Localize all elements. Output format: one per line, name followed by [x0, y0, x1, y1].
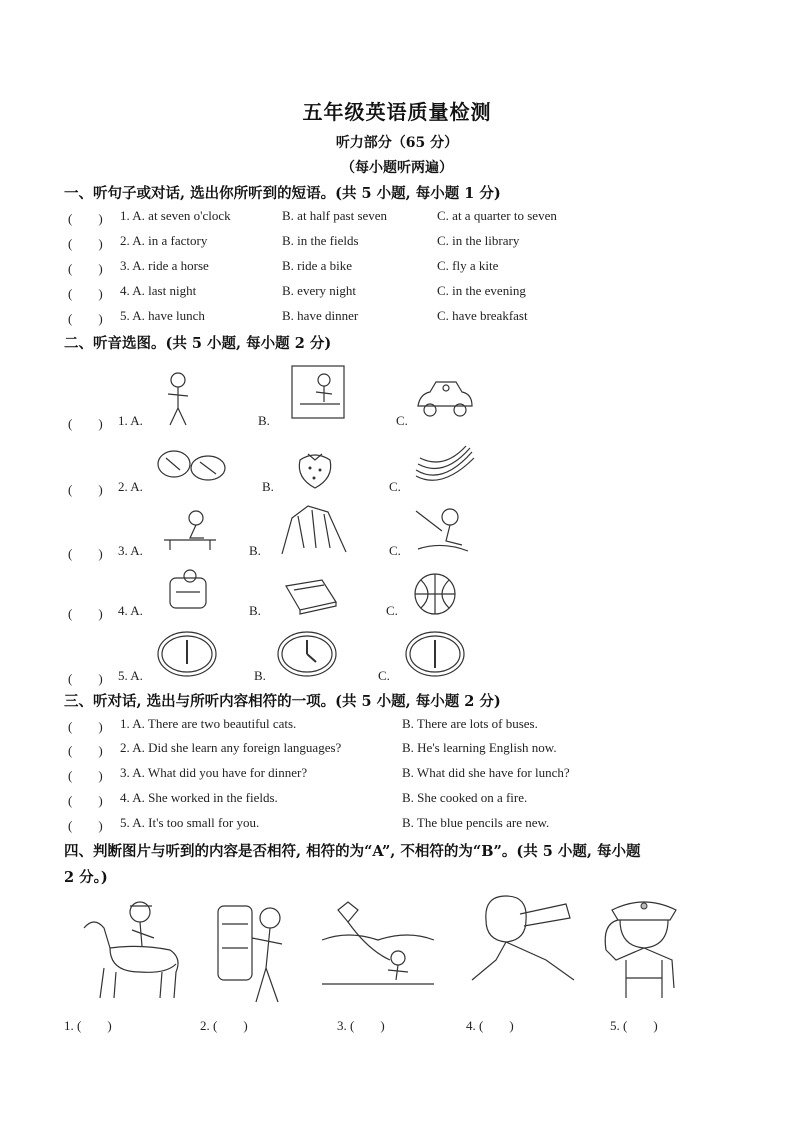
s2-q4-a: 4. A.	[118, 603, 143, 618]
s3-q4-option-b: B. She cooked on a fire.	[402, 790, 528, 805]
s2-q5-paren: ( )	[68, 671, 103, 686]
s1-q3-paren[interactable]: ( )	[68, 261, 103, 276]
s4-answer-4[interactable]: 4. ( )	[466, 1018, 514, 1033]
bread-picture	[156, 444, 228, 484]
riding-horse-picture	[70, 898, 190, 1008]
banana-picture	[412, 442, 478, 488]
s1-q2-option-c: C. in the library	[437, 233, 520, 248]
police-officer-picture	[596, 894, 692, 1006]
backpack-picture	[160, 568, 220, 612]
great-wall-picture	[278, 502, 350, 558]
s1-q4-paren[interactable]: ( )	[68, 286, 103, 301]
s4-answer-1[interactable]: 1. ( )	[64, 1018, 112, 1033]
section4-heading-line2: 2 分。)	[64, 869, 108, 886]
clock-a-picture	[156, 630, 218, 678]
section1-heading: 一、听句子或对话, 选出你所听到的短语。(共 5 小题, 每小题 1 分)	[64, 185, 501, 202]
s1-q5-option-c: C. have breakfast	[437, 308, 528, 323]
backpacker-picture	[212, 898, 302, 1008]
s2-q4-paren: ( )	[68, 606, 103, 621]
s2-q2-paren: ( )	[68, 482, 103, 497]
s1-q3-option-a: 3. A. ride a horse	[120, 258, 209, 273]
s2-q5-a: 5. A.	[118, 668, 143, 683]
s3-q2-option-b: B. He's learning English now.	[402, 740, 557, 755]
basketball-picture	[413, 572, 457, 616]
clock-c-picture	[404, 630, 466, 678]
s1-q1-paren[interactable]: ( )	[68, 211, 103, 226]
strawberry-picture	[292, 446, 338, 492]
classroom-picture	[290, 364, 348, 422]
clock-b-picture	[276, 630, 338, 678]
s2-q3-b: B.	[249, 543, 261, 558]
s3-q5-option-a: 5. A. It's too small for you.	[120, 815, 260, 830]
page-note: （每小题听两遍）	[341, 160, 453, 176]
s2-q3-a: 3. A.	[118, 543, 143, 558]
s2-q4-c: C.	[386, 603, 398, 618]
s3-q2-paren[interactable]: ( )	[68, 743, 103, 758]
s2-q4-b: B.	[249, 603, 261, 618]
s3-q5-option-b: B. The blue pencils are new.	[402, 815, 550, 830]
s1-q1-option-b: B. at half past seven	[282, 208, 388, 223]
reading-person-picture	[160, 508, 218, 552]
s2-q1-b: B.	[258, 413, 270, 428]
s2-q2-c: C.	[389, 479, 401, 494]
s1-q5-option-a: 5. A. have lunch	[120, 308, 205, 323]
s3-q3-paren[interactable]: ( )	[68, 768, 103, 783]
s3-q4-option-a: 4. A. She worked in the fields.	[120, 790, 278, 805]
section3-heading: 三、听对话, 选出与所听内容相符的一项。(共 5 小题, 每小题 2 分)	[64, 693, 501, 710]
book-picture	[282, 576, 340, 618]
s3-q1-option-a: 1. A. There are two beautiful cats.	[120, 716, 297, 731]
s1-q5-paren[interactable]: ( )	[68, 311, 103, 326]
s2-q3-c: C.	[389, 543, 401, 558]
s3-q3-option-b: B. What did she have for lunch?	[402, 765, 570, 780]
kite-field-picture	[318, 900, 438, 990]
s2-q5-c: C.	[378, 668, 390, 683]
fishing-picture	[412, 505, 472, 555]
s2-q1-paren: ( )	[68, 416, 103, 431]
s4-answer-3[interactable]: 3. ( )	[337, 1018, 385, 1033]
page-title: 五年级英语质量检测	[302, 100, 492, 124]
s4-answer-2[interactable]: 2. ( )	[200, 1018, 248, 1033]
s3-q1-option-b: B. There are lots of buses.	[402, 716, 538, 731]
s1-q2-option-a: 2. A. in a factory	[120, 233, 208, 248]
s1-q3-option-c: C. fly a kite	[437, 258, 499, 273]
page-subtitle: 听力部分（65 分）	[335, 135, 459, 151]
s2-q1-a: 1. A.	[118, 413, 143, 428]
s1-q3-option-b: B. ride a bike	[282, 258, 353, 273]
s1-q4-option-c: C. in the evening	[437, 283, 526, 298]
s3-q3-option-a: 3. A. What did you have for dinner?	[120, 765, 308, 780]
section2-heading: 二、听音选图。(共 5 小题, 每小题 2 分)	[64, 335, 332, 352]
s1-q2-paren[interactable]: ( )	[68, 236, 103, 251]
s1-q1-option-a: 1. A. at seven o'clock	[120, 208, 231, 223]
s2-q2-a: 2. A.	[118, 479, 143, 494]
s1-q4-option-b: B. every night	[282, 283, 357, 298]
s2-q3-paren: ( )	[68, 546, 103, 561]
s1-q5-option-b: B. have dinner	[282, 308, 359, 323]
s1-q4-option-a: 4. A. last night	[120, 283, 197, 298]
person-picture	[160, 370, 200, 430]
s2-q1-c: C.	[396, 413, 408, 428]
s1-q2-option-b: B. in the fields	[282, 233, 359, 248]
s2-q5-b: B.	[254, 668, 266, 683]
s1-q1-option-c: C. at a quarter to seven	[437, 208, 557, 223]
s4-answer-5[interactable]: 5. ( )	[610, 1018, 658, 1033]
s3-q4-paren[interactable]: ( )	[68, 793, 103, 808]
s3-q5-paren[interactable]: ( )	[68, 818, 103, 833]
section4-heading-line1: 四、判断图片与听到的内容是否相符, 相符的为“A”, 不相符的为“B”。(共 5 小题, 每小题	[64, 843, 641, 860]
telescope-boy-picture	[466, 890, 580, 990]
car-picture	[414, 376, 474, 424]
s3-q1-paren[interactable]: ( )	[68, 719, 103, 734]
s3-q2-option-a: 2. A. Did she learn any foreign languages?	[120, 740, 342, 755]
s2-q2-b: B.	[262, 479, 274, 494]
